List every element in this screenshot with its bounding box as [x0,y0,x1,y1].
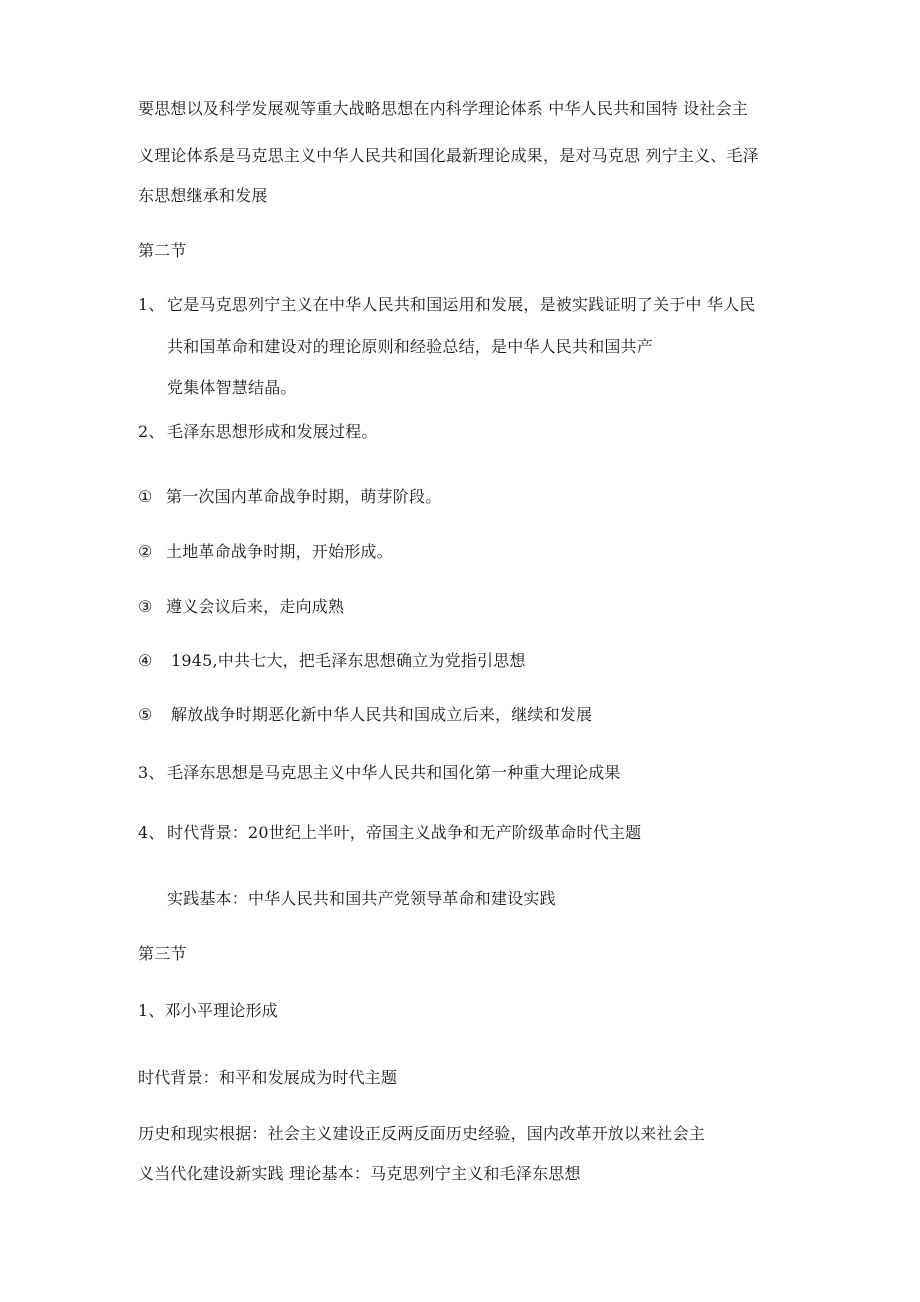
stage-item [138,705,592,725]
circled-number: ② [138,542,153,561]
section-heading-2: 第二节 [138,241,187,260]
list-continuation: 共和国革命和建设对的理论原则和经验总结，是中华人民共和国共产 [167,337,654,356]
paragraph-line: 义理论体系是马克思主义中华人民共和国化最新理论成果，是对马克思 列宁主义、毛泽 [138,146,759,165]
stage-item [138,597,344,617]
circled-number: ⑤ [138,705,153,724]
circled-number: ④ [138,651,153,670]
paragraph-line: 历史和现实根据：社会主义建设正反两反面历史经验，国内改革开放以来社会主 [138,1124,706,1143]
paragraph-line: 时代背景：和平和发展成为时代主题 [138,1068,398,1087]
list-number: 4、 [138,823,165,842]
paragraph-line: 义当代化建设新实践 理论基本：马克思列宁主义和毛泽东思想 [138,1164,581,1183]
stage-item [138,487,441,507]
list-text: 它是马克思列宁主义在中华人民共和国运用和发展，是被实践证明了关于中 华人民 [167,295,756,314]
stage-text: 遵义会议后来，走向成熟 [166,597,345,616]
list-item-2 [138,422,378,442]
circled-number: ① [138,487,153,506]
paragraph-line: 要思想以及科学发展观等重大战略思想在内科学理论体系 中华人民共和国特 设社会主 [138,99,748,118]
subsection-title: 1、邓小平理论形成 [138,1001,278,1020]
list-item-1 [138,295,756,315]
list-text: 毛泽东思想是马克思主义中华人民共和国化第一种重大理论成果 [167,763,621,782]
list-continuation: 实践基本：中华人民共和国共产党领导革命和建设实践 [167,889,556,908]
section-heading-3: 第三节 [138,944,187,963]
stage-item [138,651,526,671]
stage-text: 1945,中共七大，把毛泽东思想确立为党指引思想 [171,651,526,670]
stage-text: 土地革命战争时期，开始形成。 [166,542,393,561]
circled-number: ③ [138,597,153,616]
list-number: 3、 [138,763,165,782]
paragraph-line: 东思想继承和发展 [138,186,268,205]
list-item-4 [138,823,641,843]
stage-text: 解放战争时期恶化新中华人民共和国成立后来，继续和发展 [171,705,593,724]
stage-text: 第一次国内革命战争时期，萌芽阶段。 [166,487,442,506]
list-text: 时代背景：20世纪上半叶，帝国主义战争和无产阶级革命时代主题 [167,823,642,842]
list-number: 1、 [138,295,165,314]
list-text: 毛泽东思想形成和发展过程。 [167,422,378,441]
list-number: 2、 [138,422,165,441]
stage-item [138,542,393,562]
list-item-3 [138,763,621,783]
list-continuation: 党集体智慧结晶。 [167,378,297,397]
